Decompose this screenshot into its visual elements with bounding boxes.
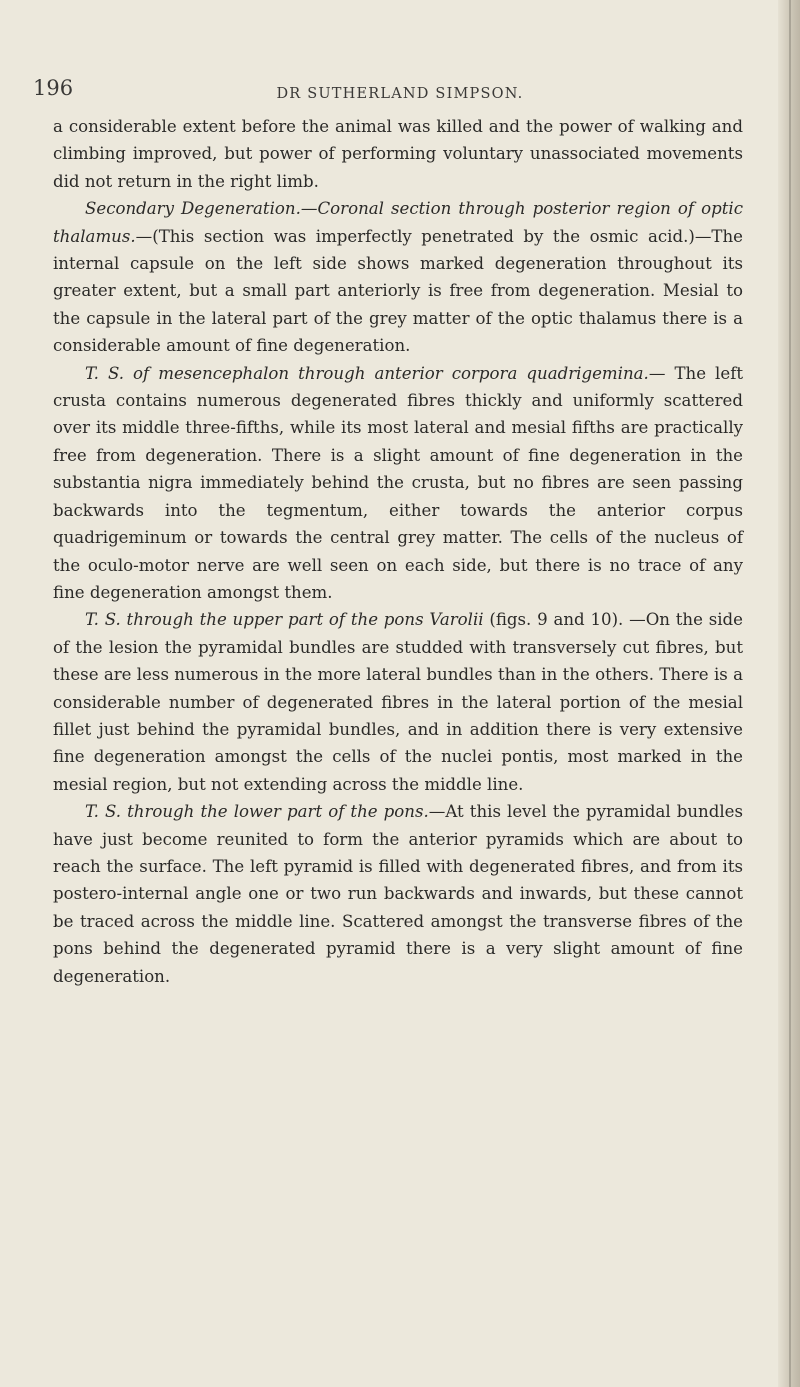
- paragraph: [53, 113, 743, 195]
- paragraph: [53, 606, 743, 798]
- paragraph: [53, 798, 743, 990]
- page-number: 196: [33, 76, 74, 100]
- paragraph: [53, 195, 743, 359]
- paragraph-text: —(This section was imperfectly penetrated by the osmic acid.)—The internal capsule on the left side shows marked degeneration throughout its greater extent, but a small part anteriorly is free from degeneration. Mesial to the capsule in the lateral part of the grey matter of the optic thalamus there is a considerable amount of fine degeneration.: [53, 226, 743, 356]
- paragraph-text: — The left crusta contains numerous degenerated fibres thickly and uniformly scattered over its middle three-fifths, while its most lateral and mesial fifths are practically free from degeneration. There is a slight amount of fine degeneration in the substantia nigra immediately behind the crusta, but no fibres are seen passing backwards into the tegmentum, either towards the anterior corpus quadrigeminum or towards the central grey matter. The cells of the nucleus of the oculo-motor nerve are well seen on each side, but there is no trace of any fine degeneration amongst them.: [53, 363, 743, 602]
- paragraph-heading: Secondary Degeneration.—Coronal section through posterior region of optic thalamus.: [53, 199, 743, 246]
- paragraph-text: a considerable extent before the animal was killed and the power of walking and climbing improved, but power of performing voluntary unassociated movements did not return in the right limb.: [53, 117, 743, 191]
- running-head: DR SUTHERLAND SIMPSON.: [276, 86, 524, 102]
- page-edge-line: [789, 0, 791, 1387]
- paragraph-text: (figs. 9 and 10). —On the side of the lesion the pyramidal bundles are studded with transversely cut fibres, but these are less numerous in the more lateral bundles than in the others. There is a considerable number of degenerated fibres in the lateral portion of the mesial fillet just behind the pyramidal bundles, and in addition there is very extensive fine degeneration amongst the cells of the nuclei pontis, most marked in the mesial region, but not extending across the middle line.: [53, 610, 743, 794]
- paragraph-heading: T. S. through the upper part of the pons Varolii: [85, 610, 484, 630]
- body-text: [53, 113, 743, 990]
- paragraph-heading: T. S. of mesencephalon through anterior corpora quadrigemina.: [85, 363, 649, 383]
- paragraph-text: —At this level the pyramidal bundles have just become reunited to form the anterior pyramids which are about to reach the surface. The left pyramid is filled with degenerated fibres, and from its postero-internal angle one or two run backwards and inwards, but these cannot be traced across the middle line. Scattered amongst the transverse fibres of the pons behind the degenerated pyramid there is a very slight amount of fine degeneration.: [53, 802, 743, 986]
- paragraph: [53, 360, 743, 607]
- paragraph-heading: T. S. through the lower part of the pons.: [85, 802, 429, 822]
